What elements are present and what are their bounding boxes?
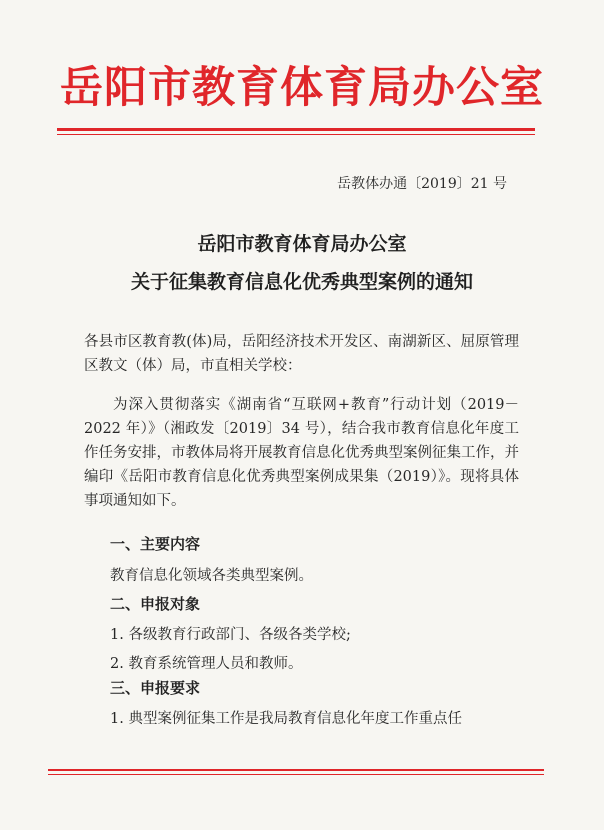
body-paragraph: 为深入贯彻落实《湖南省“互联网+教育”行动计划（2019－2022 年）》（湘政发〔2019〕34 号），结合我市教育信息化年度工作任务安排，市教体局将开展教育信息化优秀典型案例征集工作，并编印《岳阳市教育信息化优秀典型案例成果集（2019）》。现将具体事项通知如下。: [84, 397, 519, 509]
document-number: 岳教体办通〔2019〕21 号: [337, 176, 507, 192]
section-heading-content: 一、主要内容: [110, 535, 201, 553]
footer-rule-thin: [48, 774, 544, 775]
salutation: 各县市区教育教(体)局，岳阳经济技术开发区、南湖新区、屈原管理区教文（体）局，市直相关学校：: [84, 334, 519, 374]
footer-rule-thick: [48, 769, 544, 771]
section-line: 1. 典型案例征集工作是我局教育信息化年度工作重点任: [110, 711, 462, 727]
letterhead-title: 岳阳市教育体育局办公室: [60, 63, 544, 113]
letterhead-rule-thick: [57, 128, 535, 131]
section-heading-requirements: 三、申报要求: [110, 679, 201, 697]
section-heading-target: 二、申报对象: [110, 595, 201, 613]
notice-title-line1: 岳阳市教育体育局办公室: [197, 233, 407, 255]
section-line: 1. 各级教育行政部门、各级各类学校;: [110, 627, 351, 643]
letterhead-rule-thin: [57, 134, 535, 135]
notice-title-line2: 关于征集教育信息化优秀典型案例的通知: [130, 271, 473, 293]
section-line: 教育信息化领域各类典型案例。: [110, 568, 313, 584]
section-line: 2. 教育系统管理人员和教师。: [110, 656, 303, 672]
